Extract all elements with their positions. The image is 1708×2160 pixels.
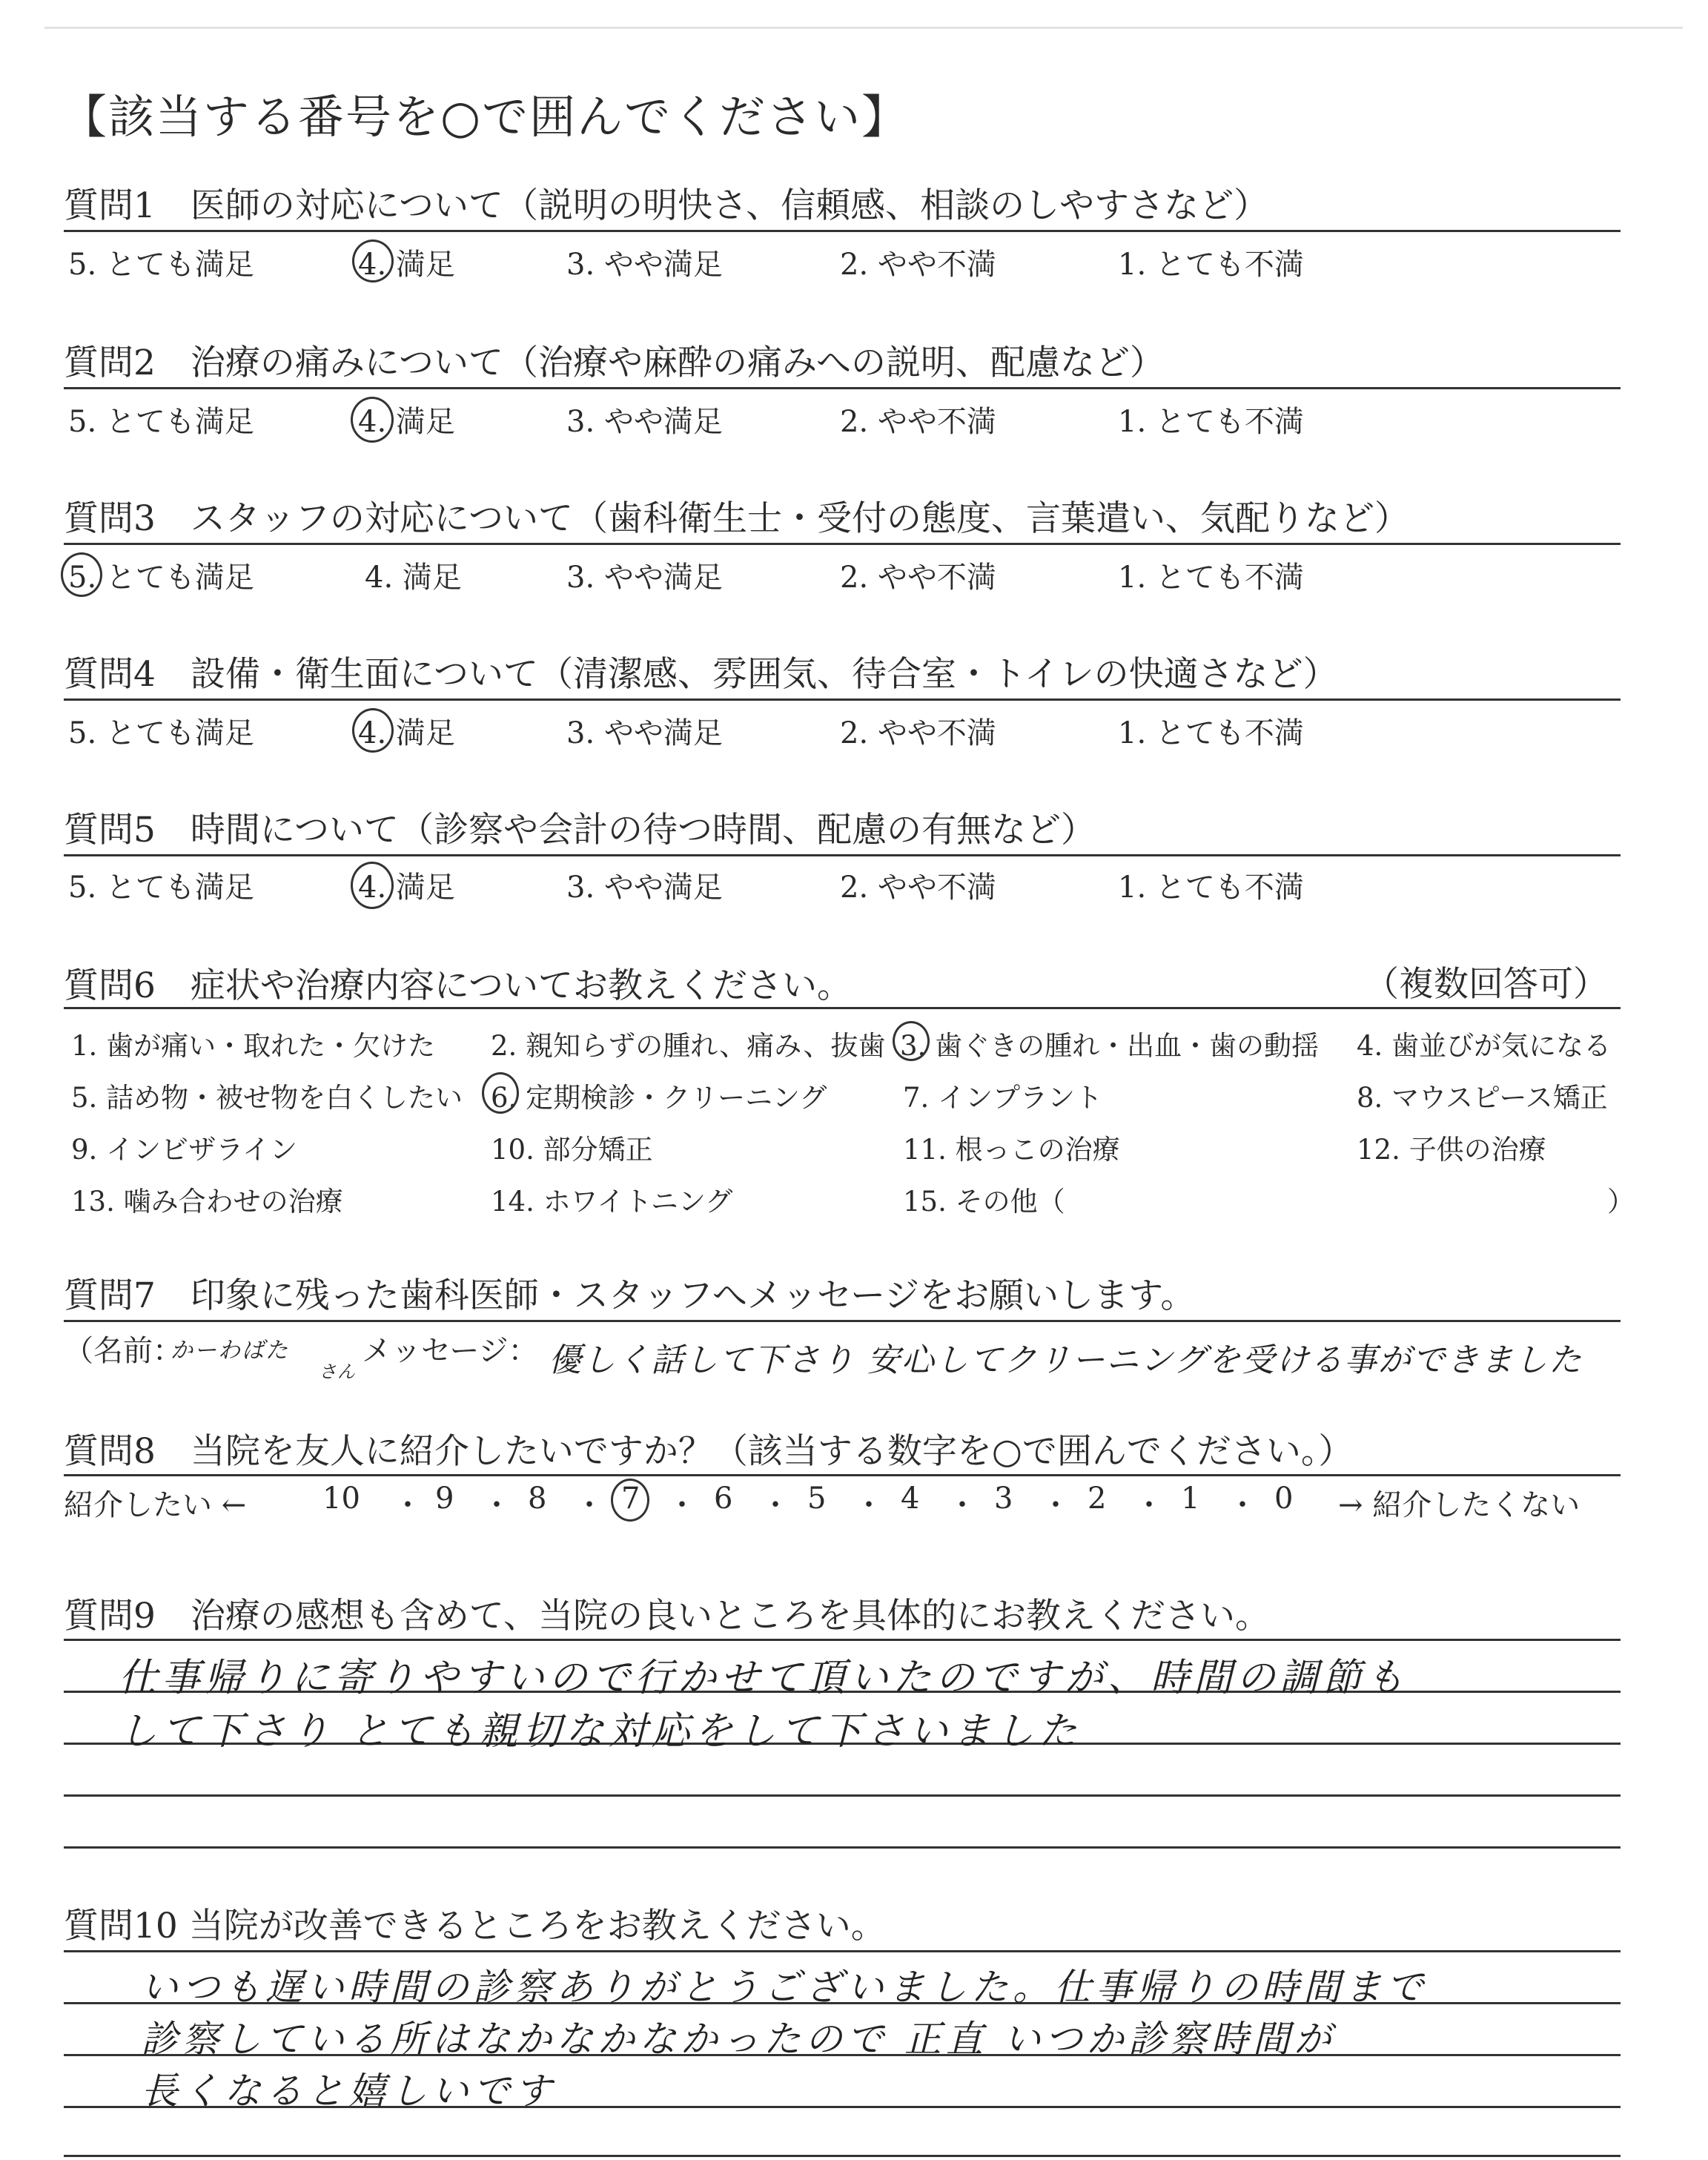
q10-heading: 質問10 当院が改善できるところをお教えください。 (64, 1906, 886, 1946)
q4-selected-circle (352, 708, 394, 753)
q8-sep: ・ (854, 1488, 884, 1522)
q10-answer-line-3[interactable]: 長くなると嬉しいです (141, 2070, 556, 2113)
q9-answer-line-1[interactable]: 仕事帰りに寄りやすいので行かせて頂いたのですが、時間の調節も (119, 1656, 1409, 1700)
q3-rule (64, 543, 1621, 545)
q2-option-5[interactable]: 5. とても満足 (68, 405, 254, 439)
q3-option-5[interactable]: 5. とても満足 (68, 561, 254, 595)
q9-answer-line-2[interactable]: して下さり とても親切な対応をして下さいました (119, 1709, 1082, 1754)
q8-sep: ・ (393, 1488, 423, 1522)
q8-scale-10[interactable]: 10 (322, 1482, 360, 1516)
q1-heading: 質問1 医師の対応について（説明の明快さ、信頼感、相談のしやすさなど） (64, 185, 1269, 226)
q3-option-2[interactable]: 2. やや不満 (840, 561, 996, 595)
q6-item-3-circle (893, 1021, 930, 1061)
q8-sep: ・ (482, 1488, 512, 1522)
q1-selected-circle (352, 240, 394, 283)
q2-heading: 質問2 治療の痛みについて（治療や麻酔の痛みへの説明、配慮など） (64, 343, 1165, 383)
q2-option-4[interactable]: 4. 満足 (358, 405, 455, 439)
q4-option-3[interactable]: 3. やや満足 (566, 716, 723, 750)
q4-option-5[interactable]: 5. とても満足 (68, 716, 254, 750)
q5-option-2[interactable]: 2. やや不満 (840, 871, 996, 905)
q6-item-15-close: ） (1607, 1186, 1635, 1218)
q6-rule (64, 1007, 1621, 1009)
q8-scale-4[interactable]: 4 (901, 1482, 920, 1516)
q8-sep: ・ (1134, 1488, 1164, 1522)
q2-option-1[interactable]: 1. とても不満 (1118, 405, 1304, 439)
q8-rule (64, 1474, 1621, 1476)
q8-scale-3[interactable]: 3 (994, 1482, 1013, 1516)
q10-answer-line-2[interactable]: 診察している所はなかなかなかったので 正直 いつか診察時間が (141, 2018, 1336, 2061)
q5-rule (64, 854, 1621, 856)
q4-rule (64, 698, 1621, 701)
q8-sep: ・ (575, 1488, 604, 1522)
q6-item-11[interactable]: 11. 根っこの治療 (903, 1134, 1120, 1166)
q6-multiple-note: （複数回答可） (1364, 964, 1608, 1005)
q1-option-5[interactable]: 5. とても満足 (68, 248, 254, 282)
q10-line-5 (64, 2155, 1621, 2157)
q6-item-9[interactable]: 9. インビザライン (71, 1134, 297, 1166)
q4-option-4[interactable]: 4. 満足 (358, 716, 455, 750)
q7-name-value-suffix: さん (319, 1361, 356, 1382)
q6-item-10[interactable]: 10. 部分矯正 (491, 1134, 653, 1166)
q8-sep: ・ (947, 1488, 977, 1522)
q8-scale-9[interactable]: 9 (435, 1482, 454, 1516)
q5-option-5[interactable]: 5. とても満足 (68, 871, 254, 905)
q2-option-2[interactable]: 2. やや不満 (840, 405, 996, 439)
q6-item-2[interactable]: 2. 親知らずの腫れ、痛み、抜歯 (491, 1030, 886, 1062)
q7-message-value[interactable]: 優しく話して下さり 安心してクリーニングを受ける事ができました (549, 1341, 1583, 1379)
q8-selected-circle (611, 1479, 649, 1522)
q6-item-15[interactable]: 15. その他（ (903, 1186, 1065, 1218)
q2-rule (64, 387, 1621, 389)
q8-sep: ・ (1228, 1488, 1257, 1522)
q6-item-12[interactable]: 12. 子供の治療 (1357, 1134, 1546, 1166)
q3-option-3[interactable]: 3. やや満足 (566, 561, 723, 595)
q9-line-1 (64, 1639, 1621, 1641)
q3-option-1[interactable]: 1. とても不満 (1118, 561, 1304, 595)
q6-item-5[interactable]: 5. 詰め物・被せ物を白くしたい (71, 1082, 463, 1114)
q8-right-label: → 紹介したくない (1338, 1488, 1580, 1522)
q8-scale-1[interactable]: 1 (1181, 1482, 1200, 1516)
q5-heading: 質問5 時間について（診察や会計の待つ時間、配慮の有無など） (64, 810, 1096, 851)
q5-selected-circle (351, 862, 394, 909)
q1-option-2[interactable]: 2. やや不満 (840, 248, 996, 282)
q8-heading: 質問8 当院を友人に紹介したいですか？（該当する数字を○で囲んでください。） (64, 1431, 1354, 1472)
q8-scale-6[interactable]: 6 (714, 1482, 733, 1516)
q6-item-8[interactable]: 8. マウスピース矯正 (1357, 1082, 1608, 1114)
q9-heading: 質問9 治療の感想も含めて、当院の良いところを具体的にお教えください。 (64, 1596, 1270, 1636)
q7-heading: 質問7 印象に残った歯科医師・スタッフへメッセージをお願いします。 (64, 1275, 1196, 1316)
q5-option-1[interactable]: 1. とても不満 (1118, 871, 1304, 905)
q6-item-4[interactable]: 4. 歯並びが気になる (1357, 1030, 1612, 1062)
page-title: 【該当する番号を○で囲んでください】 (61, 90, 910, 144)
q9-line-4 (64, 1794, 1621, 1797)
q7-name-value[interactable]: かーわばた (171, 1338, 289, 1364)
q10-line-1 (64, 1950, 1621, 1952)
q2-selected-circle (351, 397, 394, 443)
q4-option-2[interactable]: 2. やや不満 (840, 716, 996, 750)
q6-item-13[interactable]: 13. 噛み合わせの治療 (71, 1186, 343, 1218)
q3-selected-circle (61, 552, 102, 597)
q4-option-1[interactable]: 1. とても不満 (1118, 716, 1304, 750)
q6-item-7[interactable]: 7. インプラント (903, 1082, 1103, 1114)
q6-item-6[interactable]: 6. 定期検診・クリーニング (491, 1082, 827, 1114)
q8-scale-2[interactable]: 2 (1088, 1482, 1107, 1516)
q3-heading: 質問3 スタッフの対応について（歯科衛生士・受付の態度、言葉遣い、気配りなど） (64, 498, 1409, 539)
q6-heading: 質問6 症状や治療内容についてお教えください。 (64, 965, 852, 1006)
q10-answer-line-1[interactable]: いつも遅い時間の診察ありがとうございました。仕事帰りの時間まで (141, 1966, 1428, 2009)
q6-item-3[interactable]: 3. 歯ぐきの腫れ・出血・歯の動揺 (900, 1030, 1320, 1062)
q8-scale-7[interactable]: 7 (621, 1482, 640, 1516)
q5-option-3[interactable]: 3. やや満足 (566, 871, 723, 905)
q6-item-1[interactable]: 1. 歯が痛い・取れた・欠けた (71, 1030, 436, 1062)
q6-item-6-circle (482, 1072, 519, 1114)
q2-option-3[interactable]: 3. やや満足 (566, 405, 723, 439)
q8-scale-8[interactable]: 8 (528, 1482, 547, 1516)
q8-left-label: 紹介したい ← (64, 1488, 247, 1522)
q1-rule (64, 230, 1621, 232)
q3-option-4[interactable]: 4. 満足 (365, 561, 462, 595)
q1-option-3[interactable]: 3. やや満足 (566, 248, 723, 282)
q8-sep: ・ (667, 1488, 697, 1522)
q7-name-label: （名前： (64, 1334, 182, 1368)
q7-rule (64, 1320, 1621, 1322)
q9-line-5 (64, 1846, 1621, 1849)
q7-message-label: メッセージ： (362, 1334, 538, 1368)
q1-option-4[interactable]: 4. 満足 (358, 248, 455, 282)
q8-sep: ・ (761, 1488, 790, 1522)
q6-item-14[interactable]: 14. ホワイトニング (491, 1186, 733, 1218)
q1-option-1[interactable]: 1. とても不満 (1118, 248, 1304, 282)
q8-scale-0[interactable]: 0 (1274, 1482, 1294, 1516)
q8-scale-5[interactable]: 5 (807, 1482, 827, 1516)
top-border (44, 27, 1683, 29)
q8-sep: ・ (1041, 1488, 1070, 1522)
q5-option-4[interactable]: 4. 満足 (358, 871, 455, 905)
q4-heading: 質問4 設備・衛生面について（清潔感、雰囲気、待合室・トイレの快適さなど） (64, 654, 1338, 695)
